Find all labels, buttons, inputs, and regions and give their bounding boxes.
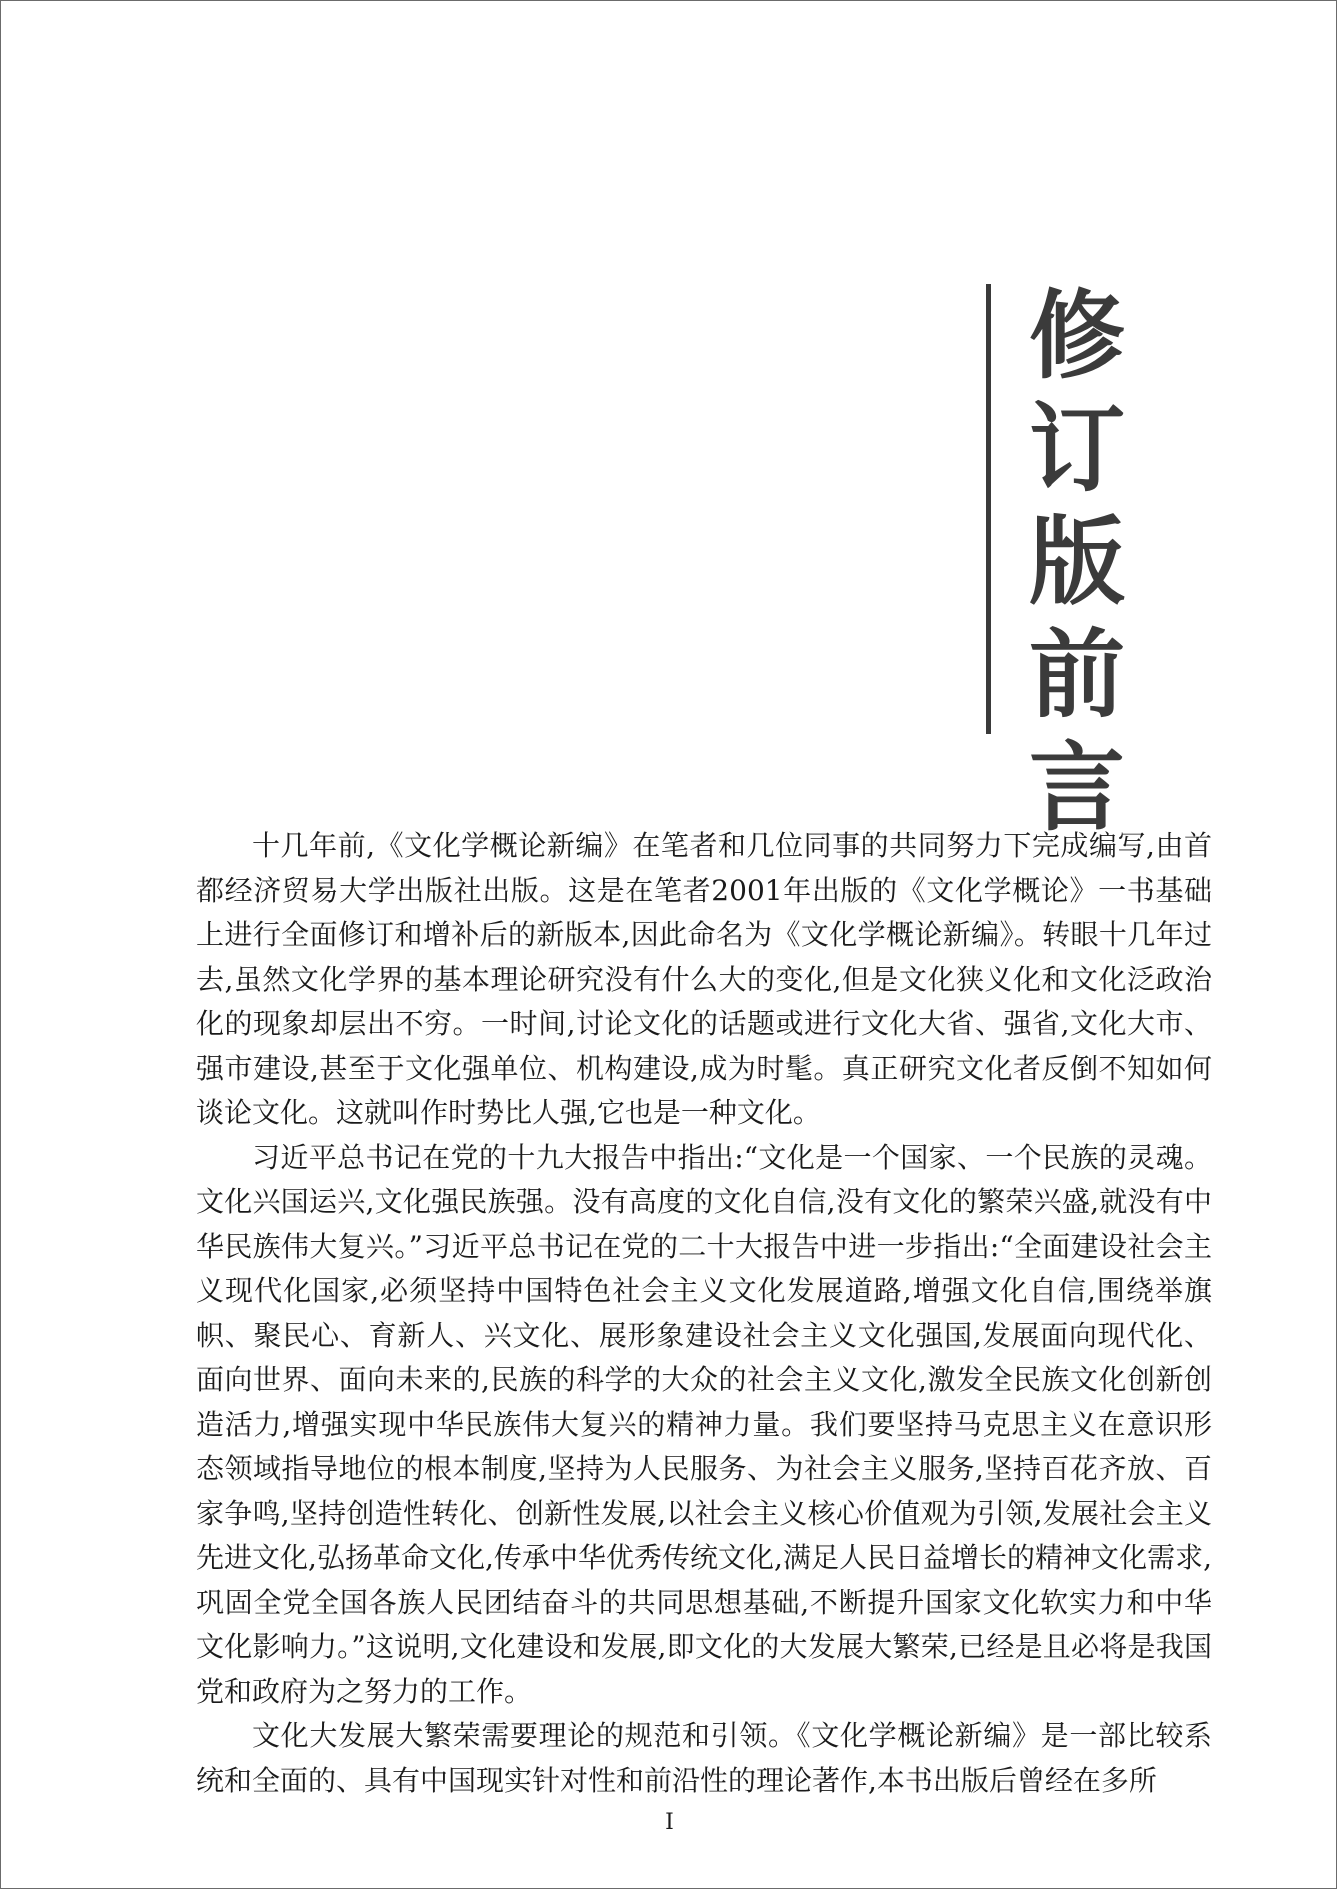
paragraph-1: 十几年前,《文化学概论新编》在笔者和几位同事的共同努力下完成编写,由首都经济贸易大学出版社出版。这是在笔者2001年出版的《文化学概论》一书基础上进行全面修订和增补后的新版本,因此命名为《文化学概论新编》。转眼十几年过去,虽然文化学界的基本理论研究没有什么大的变化,但是文化狭义化和文化泛政治化的现象却层出不穷。一时间,讨论文化的话题或进行文化大省、强省,文化大市、强市建设,甚至于文化强单位、机构建设,成为时髦。真正研究文化者反倒不知如何谈论文化。这就叫作时势比人强,它也是一种文化。	[196, 829, 1212, 1129]
title-char: 修	[1029, 280, 1125, 392]
paragraph-2: 习近平总书记在党的十九大报告中指出:“文化是一个国家、一个民族的灵魂。文化兴国运兴,文化强民族强。没有高度的文化自信,没有文化的繁荣兴盛,就没有中华民族伟大复兴。”习近平总书记在党的二十大报告中进一步指出:“全面建设社会主义现代化国家,必须坚持中国特色社会主义文化发展道路,增强文化自信,围绕举旗帜、聚民心、育新人、兴文化、展形象建设社会主义文化强国,发展面向现代化、面向世界、面向未来的,民族的科学的大众的社会主义文化,激发全民族文化创新创造活力,增强实现中华民族伟大复兴的精神力量。我们要坚持马克思主义在意识形态领域指导地位的根本制度,坚持为人民服务、为社会主义服务,坚持百花齐放、百家争鸣,坚持创造性转化、创新性发展,以社会主义核心价值观为引领,发展社会主义先进文化,弘扬革命文化,传承中华优秀传统文化,满足人民日益增长的精神文化需求,巩固全党全国各族人民团结奋斗的共同思想基础,不断提升国家文化软实力和中华文化影响力。”这说明,文化建设和发展,即文化的大发展大繁荣,已经是且必将是我国党和政府为之努力的工作。	[196, 1140, 1212, 1708]
paragraph-3: 文化大发展大繁荣需要理论的规范和引领。《文化学概论新编》是一部比较系统和全面的、具有中国现实针对性和前沿性的理论著作,本书出版后曾经在多所	[196, 1719, 1212, 1797]
page-number: I	[665, 1810, 674, 1835]
title-char: 订	[1029, 393, 1125, 505]
page-title	[1022, 280, 1132, 845]
title-char: 版	[1029, 506, 1125, 618]
title-char: 前	[1029, 619, 1125, 731]
body-text	[196, 824, 1212, 1803]
title-char: 言	[1029, 732, 1125, 844]
title-accent-bar	[986, 284, 991, 734]
